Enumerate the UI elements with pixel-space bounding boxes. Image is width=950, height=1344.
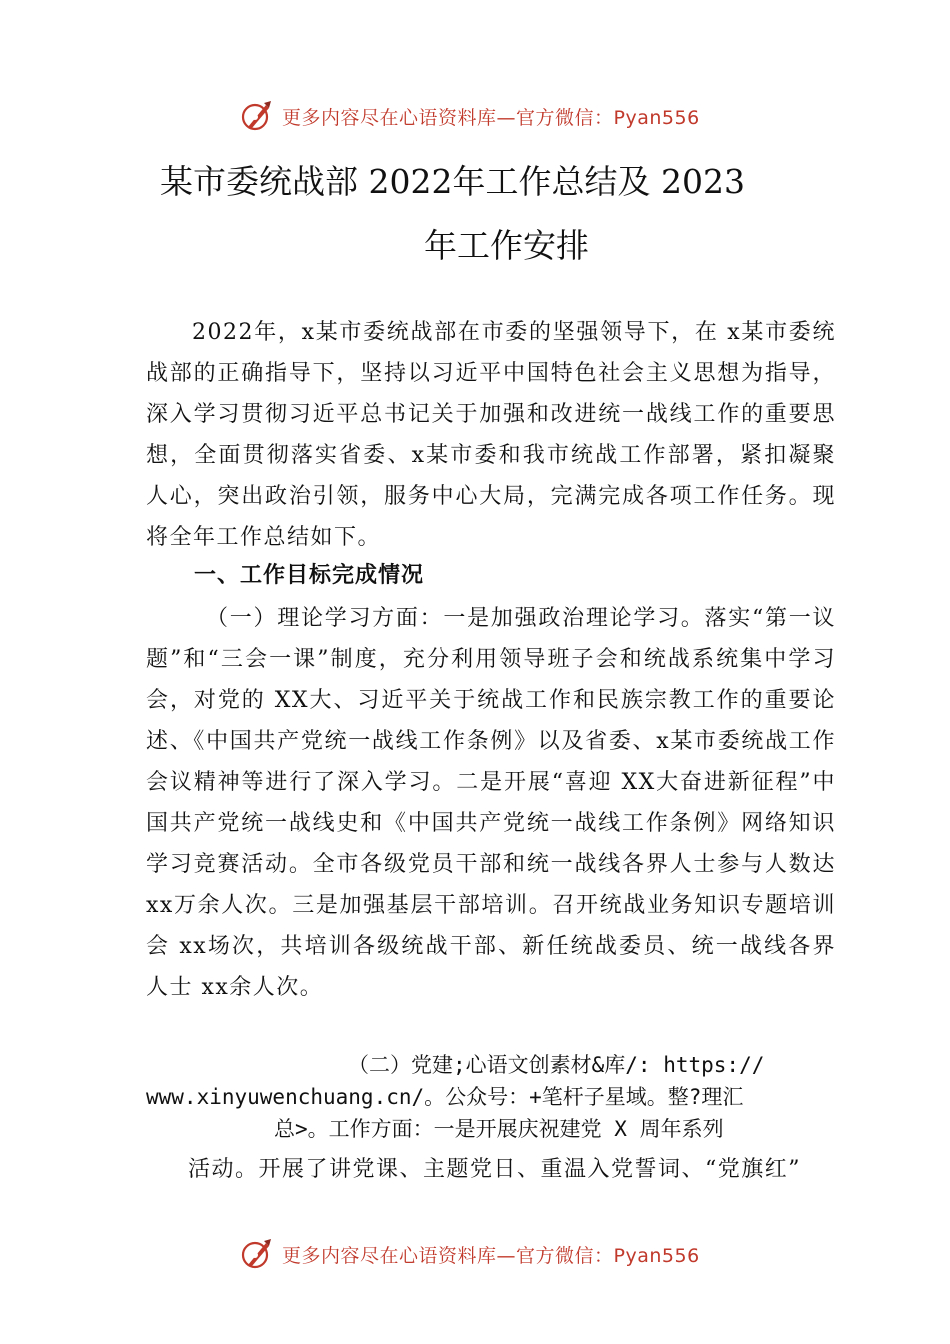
quill-pen-circle-icon — [240, 99, 274, 133]
theory-study-paragraph: （一）理论学习方面：一是加强政治理论学习。落实“第一议题”和“三会一课”制度，充分利用领导班子会和统战系统集中学习会，对党的 XX大、习近平关于统战工作和民族宗教工作的重要论述、《中国共产党统一战线工作条例》以及省委、x某市委统战工作会议精神等进行了深入学习。二是开展“喜迎 XX大奋进新征程”中国共产党统一战线史和《中国共产党统一战线工作条例》网络知识学习竞赛活动。全市各级党员干部和统一战线各界人士参与人数达xx万余人次。三是加强基层干部培训。召开统战业务知识专题培训会 xx场次，共培训各级统战干部、新任统战委员、统一战线各界人士 xx余人次。 — [146, 606, 836, 1000]
watermark-banner-top — [240, 96, 700, 136]
party-building-line2: www.xinyuwenchuang.cn/。公众号：+笔杆子星域。整?理汇 — [146, 1085, 744, 1109]
party-building-line1: （二）党建;心语文创素材&库/: https:// — [348, 1053, 765, 1077]
intro-paragraph: 2022年，x某市委统战部在市委的坚强领导下，在 x某市委统战部的正确指导下，坚持以习近平中国特色社会主义思想为指导，深入学习贯彻习近平总书记关于加强和改进统一战线工作的重要思想，全面贯彻落实省委、x某市委和我市统战工作部署，紧扣凝聚人心，突出政治引领，服务中心大局，完满完成各项工作任务。现将全年工作总结如下。 — [146, 320, 836, 550]
document-title-line1: 某市委统战部 2022年工作总结及 2023 — [160, 162, 745, 201]
party-building-line4: 活动。开展了讲党课、主题党日、重温入党誓词、“党旗红” — [188, 1157, 801, 1182]
watermark-text: 更多内容尽在心语资料库—官方微信：Pyan556 — [282, 1244, 700, 1267]
watermark-text: 更多内容尽在心语资料库—官方微信：Pyan556 — [282, 106, 700, 129]
section-heading: 一、工作目标完成情况 — [194, 563, 425, 588]
watermark-banner-bottom — [240, 1234, 700, 1274]
party-building-line3: 总>。工作方面：一是开展庆祝建党 X 周年系列 — [274, 1117, 724, 1141]
document-title-line2: 年工作安排 — [424, 226, 589, 265]
quill-pen-circle-icon — [240, 1237, 274, 1271]
